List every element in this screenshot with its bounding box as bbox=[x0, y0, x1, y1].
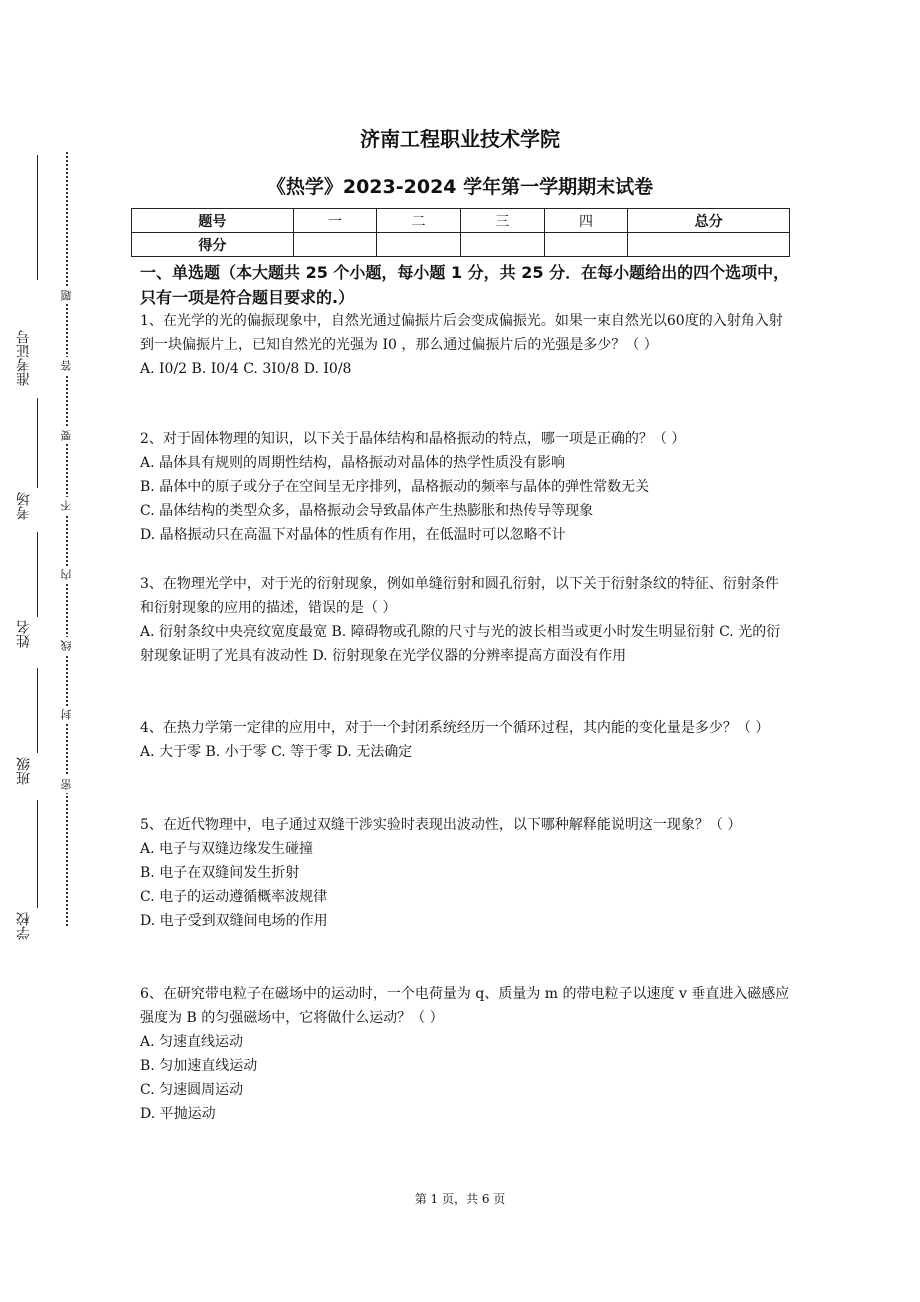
question-5 bbox=[140, 813, 790, 933]
question-option-a: A. 晶体具有规则的周期性结构，晶格振动对晶体的热学性质没有影响 bbox=[140, 455, 566, 471]
field-line-class bbox=[37, 668, 38, 753]
seal-char: 封 bbox=[59, 706, 75, 723]
school-title: 济南工程职业技术学院 bbox=[360, 127, 560, 151]
question-options: A. 衍射条纹中央亮纹宽度最宽 B. 障碍物或孔隙的尺寸与光的波长相当或更小时发生明显衍射 C. 光的衍射现象证明了光具有波动性 D. 衍射现象在光学仪器的分辨率提高方面没有作用 bbox=[140, 624, 781, 664]
exam-title: 《热学》2023-2024 学年第一学期期末试卷 bbox=[266, 176, 654, 198]
question-stem: 4、在热力学第一定律的应用中，对于一个封闭系统经历一个循环过程，其内能的变化量是多少？（ ） bbox=[140, 720, 770, 736]
question-stem: 1、在光学的光的偏振现象中，自然光通过偏振片后会变成偏振光。如果一束自然光以60度的入射角入射到一块偏振片上，已知自然光的光强为 I0 ，那么通过偏振片后的光强是多少？（ ） bbox=[140, 313, 783, 353]
field-line-school bbox=[37, 800, 38, 908]
seal-char: 内 bbox=[59, 566, 75, 583]
score-cell[interactable] bbox=[377, 233, 461, 257]
question-4 bbox=[140, 716, 790, 764]
score-table-column: 一 bbox=[293, 209, 377, 233]
question-option-d: D. 平抛运动 bbox=[140, 1106, 216, 1122]
question-1 bbox=[140, 309, 790, 381]
score-table bbox=[131, 208, 790, 257]
score-cell[interactable] bbox=[460, 233, 544, 257]
question-option-c: C. 晶体结构的类型众多，晶格振动会导致晶体产生热膨胀和热传导等现象 bbox=[140, 503, 594, 519]
field-label-name: 姓名 bbox=[16, 620, 32, 648]
question-3 bbox=[140, 572, 790, 668]
question-options: A. I0/2 B. I0/4 C. 3I0/8 D. I0/8 bbox=[140, 361, 352, 377]
score-table-header-row bbox=[132, 209, 790, 233]
question-options: A. 大于零 B. 小于零 C. 等于零 D. 无法确定 bbox=[140, 744, 413, 760]
question-option-c: C. 电子的运动遵循概率波规律 bbox=[140, 889, 328, 905]
seal-char: 答 bbox=[59, 357, 75, 374]
score-table-score-row bbox=[132, 233, 790, 257]
question-option-d: D. 晶格振动只在高温下对晶体的性质有作用，在低温时可以忽略不计 bbox=[140, 527, 566, 543]
question-option-a: A. 匀速直线运动 bbox=[140, 1034, 244, 1050]
score-cell[interactable] bbox=[293, 233, 377, 257]
seal-char: 题 bbox=[59, 287, 75, 304]
score-table-column: 总分 bbox=[628, 209, 790, 233]
seal-char: 密 bbox=[59, 776, 75, 793]
score-table-column: 二 bbox=[377, 209, 461, 233]
score-table-column: 四 bbox=[544, 209, 628, 233]
section-heading: 一、单选题（本大题共 25 个小题，每小题 1 分，共 25 分．在每小题给出的四个选项中，只有一项是符合题目要求的.） bbox=[140, 263, 790, 307]
question-option-a: A. 电子与双缝边缘发生碰撞 bbox=[140, 841, 314, 857]
seal-char: 线 bbox=[59, 637, 75, 654]
field-label-exam-room: 考场 bbox=[16, 492, 32, 520]
score-cell[interactable] bbox=[544, 233, 628, 257]
score-table-row-label: 题号 bbox=[132, 209, 294, 233]
question-stem: 6、在研究带电粒子在磁场中的运动时，一个电荷量为 q、质量为 m 的带电粒子以速度 v 垂直进入磁感应强度为 B 的匀强磁场中，它将做什么运动？（ ） bbox=[140, 986, 790, 1026]
question-stem: 2、对于固体物理的知识，以下关于晶体结构和晶格振动的特点，哪一项是正确的？（ ） bbox=[140, 431, 686, 447]
field-label-school: 学校 bbox=[16, 912, 32, 940]
question-option-c: C. 匀速圆周运动 bbox=[140, 1082, 244, 1098]
question-stem: 5、在近代物理中，电子通过双缝干涉实验时表现出波动性，以下哪种解释能说明这一现象？（ ） bbox=[140, 817, 742, 833]
question-option-b: B. 晶体中的原子或分子在空间呈无序排列，晶格振动的频率与晶体的弹性常数无关 bbox=[140, 479, 650, 495]
field-line-name bbox=[37, 532, 38, 617]
page-number: 第 1 页，共 6 页 bbox=[414, 1192, 506, 1206]
question-2 bbox=[140, 427, 790, 547]
field-label-exam-number: 准考证号 bbox=[16, 330, 32, 386]
question-option-b: B. 匀加速直线运动 bbox=[140, 1058, 258, 1074]
seal-char: 要 bbox=[59, 427, 75, 444]
field-label-class: 班级 bbox=[16, 757, 32, 785]
question-stem: 3、在物理光学中，对于光的衍射现象，例如单缝衍射和圆孔衍射，以下关于衍射条纹的特征、衍射条件和衍射现象的应用的描述，错误的是（ ） bbox=[140, 576, 779, 616]
seal-char: 不 bbox=[59, 497, 75, 514]
score-table-column: 三 bbox=[460, 209, 544, 233]
seal-dotted-line bbox=[66, 152, 68, 926]
score-cell[interactable] bbox=[628, 233, 790, 257]
score-table-row-label: 得分 bbox=[132, 233, 294, 257]
question-option-b: B. 电子在双缝间发生折射 bbox=[140, 865, 300, 881]
question-6 bbox=[140, 982, 790, 1126]
question-option-d: D. 电子受到双缝间电场的作用 bbox=[140, 913, 328, 929]
field-line-exam-room bbox=[37, 398, 38, 488]
